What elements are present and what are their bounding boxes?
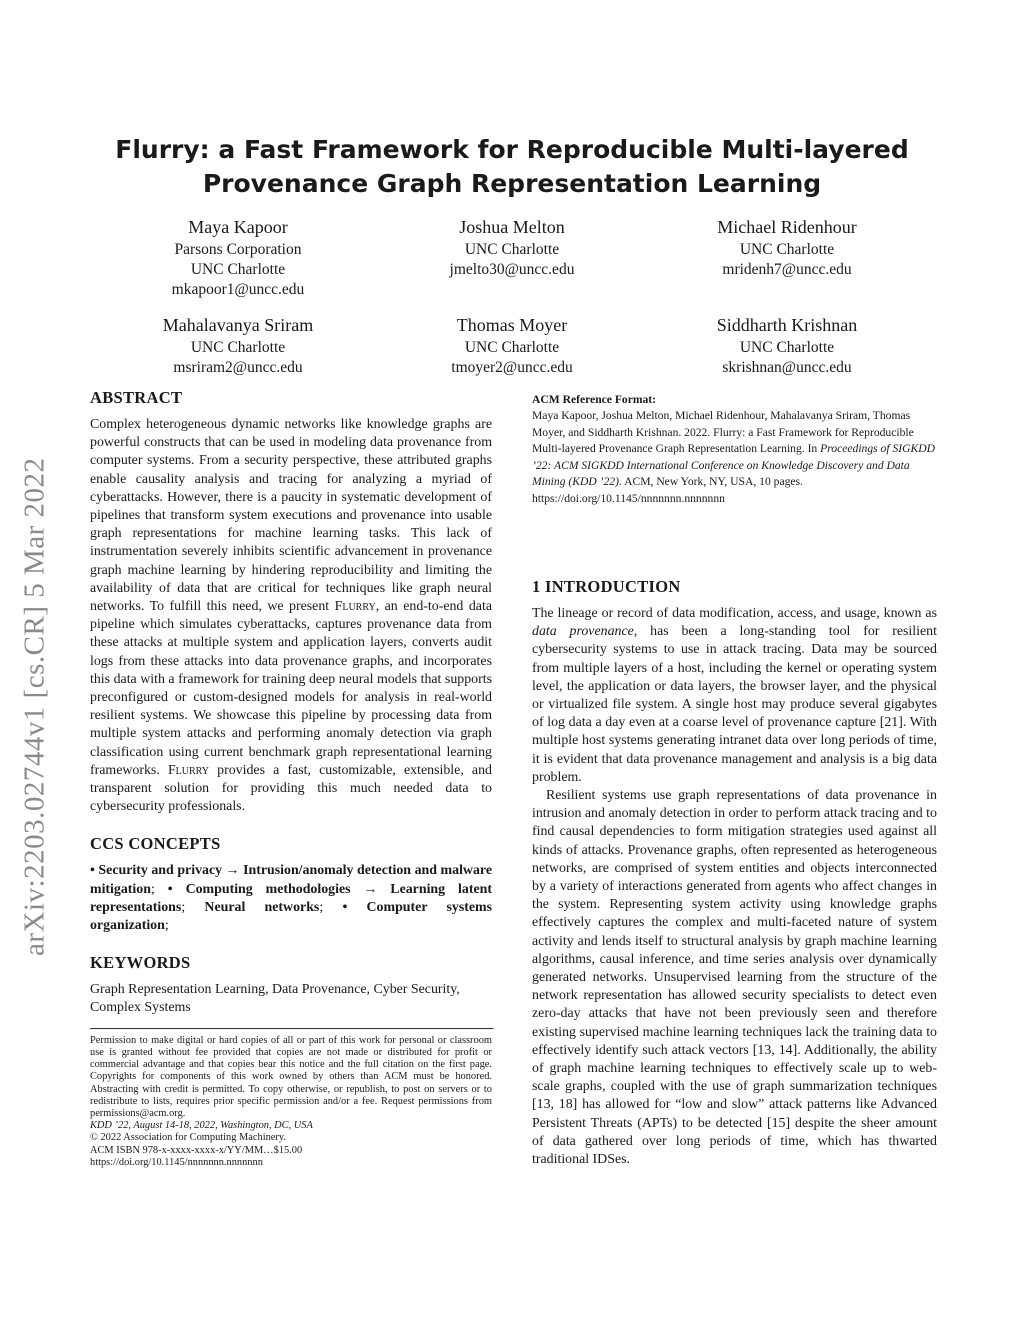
author-name: Siddharth Krishnan [716,315,858,335]
paper-title [90,133,934,201]
author-block [108,216,368,300]
author-affiliation: UNC Charlotte [190,261,286,278]
acm-reference-part: ACM, New York, NY, USA, 10 pages. https://doi.org/10.1145/nnnnnnn.nnnnnnn [532,475,803,505]
author-name: Maya Kapoor [188,217,288,237]
author-email: jmelto30@uncc.edu [449,261,575,278]
author-name: Thomas Moyer [456,315,568,335]
permission-notice: Permission to make digital or hard copies of all or part of this work for personal or classroom use is granted without fee provided that copies are not made or distributed for profit or commercial advantage and that copies bear this notice and the full citation on the first page. Copyrights for components of this work owned by others than ACM must be honored. Abstracting with credit is permitted. To copy otherwise, or republish, to post on servers or to redistribute to lists, requires prior specific permission and/or a fee. Request permissions from permissions@acm.org. [90,1034,492,1119]
flurry-name: Flurry [334,599,376,615]
author-block [382,216,642,280]
author-affiliation: UNC Charlotte [739,339,835,356]
author-email: mkapoor1@uncc.edu [171,281,305,298]
author-block [108,314,368,378]
acm-reference-text [532,408,937,507]
abstract-heading: ABSTRACT [90,388,183,407]
author-affiliation: UNC Charlotte [464,241,560,258]
author-block [657,216,917,280]
intro-text-part: The lineage or record of data modification, access, and usage, known as [532,606,937,621]
ccs-term: • Computing methodologies → Learning latent representations [90,881,492,915]
ccs-separator: ; [150,881,168,897]
acm-reference-part: Maya Kapoor, Joshua Melton, Michael Ridenhour, Mahalavanya Sriram, Thomas Moyer, and Siddharth Krishnan. 2022. Flurry: a Fast Framework for Reproducible Multi-layered Provenance Graph Representation Learning. In [532,409,914,455]
abstract-text-part: Complex heterogeneous dynamic networks like knowledge graphs are powerful constructs that can be used in modeling data provenance from computer systems. From a security perspective, these attributed graphs enable causality analysis and tracing for analyzing a myriad of cyberattacks. However, there is a paucity in systematic development of pipelines that transform system executions and provenance into usable graph representations for machine learning tasks. This lack of instrumentation severely inhibits scientific advancement in provenance graph machine learning by hindering reproducibility and limiting the availability of data that are critical for techniques like graph neural networks. To fulfill this need, we present [90,417,492,615]
intro-paragraph-1 [532,605,937,787]
left-column [90,388,492,1169]
author-name: Mahalavanya Sriram [162,315,314,335]
doi-line: https://doi.org/10.1145/nnnnnnn.nnnnnnn [90,1156,263,1168]
title-line-1: Flurry: a Fast Framework for Reproducible Multi-layered [115,135,909,164]
introduction-section [532,577,937,1169]
author-block [382,314,642,378]
conference-text: KDD ’22, August 14-18, 2022, Washington, DC, USA [90,1120,313,1132]
author-name: Joshua Melton [459,217,565,237]
author-email: msriram2@uncc.edu [173,359,303,376]
ccs-concepts [90,862,492,935]
author-email: tmoyer2@uncc.edu [451,359,573,376]
conference-info [90,1120,492,1132]
keywords-text: Graph Representation Learning, Data Provenance, Cyber Security, Complex Systems [90,982,460,1016]
isbn-line: ACM ISBN 978-x-xxxx-xxxx-x/YY/MM…$15.00 [90,1144,303,1156]
ccs-term: Neural networks [204,899,320,915]
ccs-term: • Computer systems organization [90,899,492,934]
author-name: Michael Ridenhour [717,217,857,237]
author-email: mridenh7@uncc.edu [722,261,852,278]
keywords-heading: KEYWORDS [90,953,191,973]
author-affiliation: Parsons Corporation [174,241,302,258]
title-line-2: Provenance Graph Representation Learning [202,169,822,198]
acm-reference-heading: ACM Reference Format: [532,393,657,406]
intro-emphasis: data provenance [532,624,634,640]
author-block [657,314,917,378]
ccs-separator: ; [181,899,205,915]
flurry-name: Flurry [167,762,210,778]
author-email: skrishnan@uncc.edu [722,359,852,376]
abstract-text-part: , an end-to-end data pipeline which simulates cyberattacks, captures provenance data from these attacks at multiple system and application layers, converts audit logs from these attacks into data provenance graphs, and incorporates this data with a framework for training deep neural models that supports preconfigured or custom-designed models for analysis in real-world resilient systems. We showcase this pipeline by processing data from multiple system attacks and performing anomaly detection via graph classification using current benchmark graph representational learning frameworks. [90,599,492,778]
ccs-separator: ; [319,899,343,915]
author-affiliation: UNC Charlotte [739,241,835,258]
acm-reference-venue: Proceedings of SIGKDD ’22: ACM SIGKDD International Conference on Knowledge Discovery and Data Mining (KDD ’22). [532,442,935,488]
intro-text-part: , has been a long-standing tool for resilient cybersecurity systems to use in attack tracing. Data may be sourced from multiple layers of a host, including the kernel or operating system level, the application or data layers, the browser layer, and the physical or virtualized file system. A single host may produce several gigabytes of log data a day even at a coarse level of provenance capture [21]. With multiple host systems generating intranet data over long periods of time, it is evident that data provenance management and analysis is a big data problem. [532,624,937,785]
ccs-heading: CCS CONCEPTS [90,834,221,854]
abstract-text [90,416,492,816]
ccs-separator: ; [164,918,169,934]
author-affiliation: UNC Charlotte [464,339,560,356]
ccs-term: • Security and privacy → Intrusion/anomaly detection and malware mitigation [90,863,492,897]
acm-reference-block [532,393,937,507]
author-affiliation: UNC Charlotte [190,339,286,356]
abstract-text-part: provides a fast, customizable, extensible, and transparent solution for providing this much needed data to cybersecurity professionals. [90,762,492,815]
arxiv-stamp: arXiv:2203.02744v1 [cs.CR] 5 Mar 2022 [18,457,51,956]
copyright-line: © 2022 Association for Computing Machinery. [90,1132,286,1144]
introduction-heading: 1 INTRODUCTION [532,577,681,596]
intro-paragraph-2: Resilient systems use graph representations of data provenance in intrusion and anomaly detection in order to perform attack tracing and to find causal dependencies to form mitigation strategies used against all kinds of attacks. Provenance graphs, often represented as heterogeneous networks, are comprised of system entities and objects interconnected by a variety of interactions generated from agents who affect changes in the system. Representing system activity using knowledge graphs effectively captures the complex and multi-faceted nature of system activity and lends itself to structural analysis by graph machine learning algorithms, causal inference, and time series analysis over dynamically generated networks. Unsupervised learning from the structure of the network representation has allowed security specialists to detect even zero-day attacks that have not been previously seen and therefore existing supervised machine learning techniques lack the training data to effectively identify such attack vectors [13, 14]. Additionally, the ability of graph machine learning techniques to effectively scale up to web-scale graphs, coupled with the use of graph summarization techniques [13, 18] has allowed for “low and slow” attack patterns like Advanced Persistent Threats (APTs) to be detected [15] despite the sheer amount of data gathered over long periods of time, which has thwarted traditional IDSes. [532,788,937,1168]
